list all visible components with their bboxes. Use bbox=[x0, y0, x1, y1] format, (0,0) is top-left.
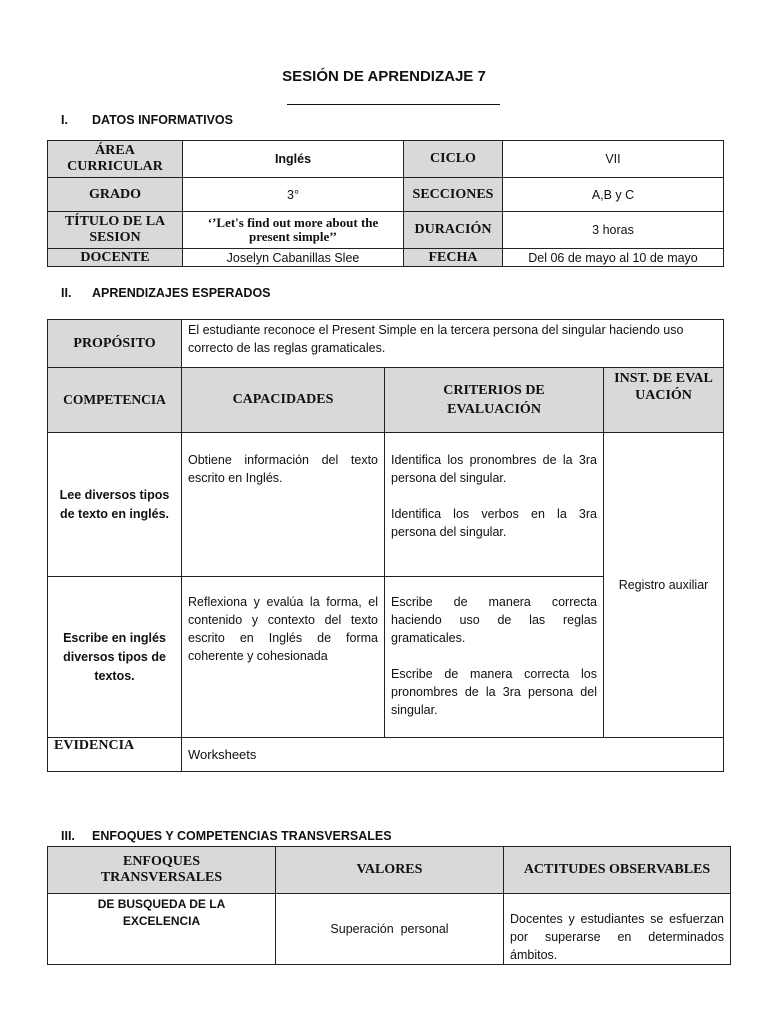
actitudes-header: ACTITUDES OBSERVABLES bbox=[504, 847, 731, 894]
section-heading-enfoques bbox=[61, 829, 392, 843]
actitud-observable: Docentes y estudiantes se esfuerzan por superarse en determinados ámbitos. bbox=[504, 894, 731, 965]
section-label: DATOS INFORMATIVOS bbox=[92, 113, 233, 127]
enfoques-table bbox=[47, 846, 731, 965]
docente-value: Joselyn Cabanillas Slee bbox=[183, 249, 404, 267]
titulo-value: ‘’Let's find out more about the present simple’’ bbox=[183, 212, 404, 249]
capacidad-reflexiona: Reflexiona y evalúa la forma, el contenido y contexto del texto escrito en Inglés de forma coherente y cohesionada bbox=[182, 577, 385, 738]
evidencia-label: EVIDENCIA bbox=[48, 738, 182, 772]
table-row bbox=[48, 894, 731, 965]
page-title: SESIÓN DE APRENDIZAJE 7 bbox=[282, 68, 486, 85]
enfoque-excelencia: DE BUSQUEDA DE LA EXCELENCIA bbox=[48, 894, 276, 965]
capacidad-obtiene: Obtiene información del texto escrito en Inglés. bbox=[182, 433, 385, 577]
criterios-lee bbox=[385, 433, 604, 577]
competencia-lee: Lee diversos tipos de texto en inglés. bbox=[48, 433, 182, 577]
duracion-label: DURACIÓN bbox=[404, 212, 503, 249]
instrumento-value: Registro auxiliar bbox=[604, 433, 724, 738]
grado-value: 3° bbox=[183, 178, 404, 212]
title-underline bbox=[287, 104, 500, 105]
proposito-text: El estudiante reconoce el Present Simple en la tercera persona del singular haciendo uso correcto de las reglas gramaticales. bbox=[182, 320, 724, 368]
criterios-escribe bbox=[385, 577, 604, 738]
fecha-label: FECHA bbox=[404, 249, 503, 267]
secciones-value: A,B y C bbox=[503, 178, 724, 212]
instrumento-header: INST. DE EVALUACIÓN bbox=[604, 368, 724, 433]
section-number: II. bbox=[61, 286, 72, 300]
section-label: ENFOQUES Y COMPETENCIAS TRANSVERSALES bbox=[92, 829, 392, 843]
competencia-header: COMPETENCIA bbox=[48, 368, 182, 433]
ciclo-value: VII bbox=[503, 141, 724, 178]
section-heading-aprendizajes bbox=[61, 286, 271, 300]
grado-label: GRADO bbox=[48, 178, 183, 212]
area-value: Inglés bbox=[183, 141, 404, 178]
aprendizajes-table bbox=[47, 319, 724, 772]
section-number: I. bbox=[61, 113, 68, 127]
criterio-reglas: Escribe de manera correcta haciendo uso de las reglas gramaticales. bbox=[391, 595, 597, 645]
section-number: III. bbox=[61, 829, 75, 843]
area-label: ÁREA CURRICULAR bbox=[48, 141, 183, 178]
ciclo-label: CICLO bbox=[404, 141, 503, 178]
docente-label: DOCENTE bbox=[48, 249, 183, 267]
criterios-header: CRITERIOS DE EVALUACIÓN bbox=[385, 368, 604, 433]
fecha-value: Del 06 de mayo al 10 de mayo bbox=[503, 249, 724, 267]
evidencia-value: Worksheets bbox=[182, 738, 724, 772]
criterio-pronombres-escritos: Escribe de manera correcta los pronombres de la 3ra persona del singular. bbox=[391, 667, 597, 717]
valores-header: VALORES bbox=[276, 847, 504, 894]
criterio-pronombres: Identifica los pronombres de la 3ra persona del singular. bbox=[391, 453, 597, 485]
titulo-label: TÍTULO DE LA SESION bbox=[48, 212, 183, 249]
valor-superacion: Superación personal bbox=[276, 894, 504, 965]
section-heading-datos bbox=[61, 113, 233, 127]
secciones-label: SECCIONES bbox=[404, 178, 503, 212]
table-row bbox=[48, 433, 724, 577]
section-label: APRENDIZAJES ESPERADOS bbox=[92, 286, 271, 300]
enfoques-header: ENFOQUES TRANSVERSALES bbox=[48, 847, 276, 894]
duracion-value: 3 horas bbox=[503, 212, 724, 249]
proposito-label: PROPÓSITO bbox=[48, 320, 182, 368]
competencia-escribe: Escribe en inglés diversos tipos de textos. bbox=[48, 577, 182, 738]
capacidades-header: CAPACIDADES bbox=[182, 368, 385, 433]
datos-informativos-table bbox=[47, 140, 724, 267]
criterio-verbos: Identifica los verbos en la 3ra persona del singular. bbox=[391, 507, 597, 539]
